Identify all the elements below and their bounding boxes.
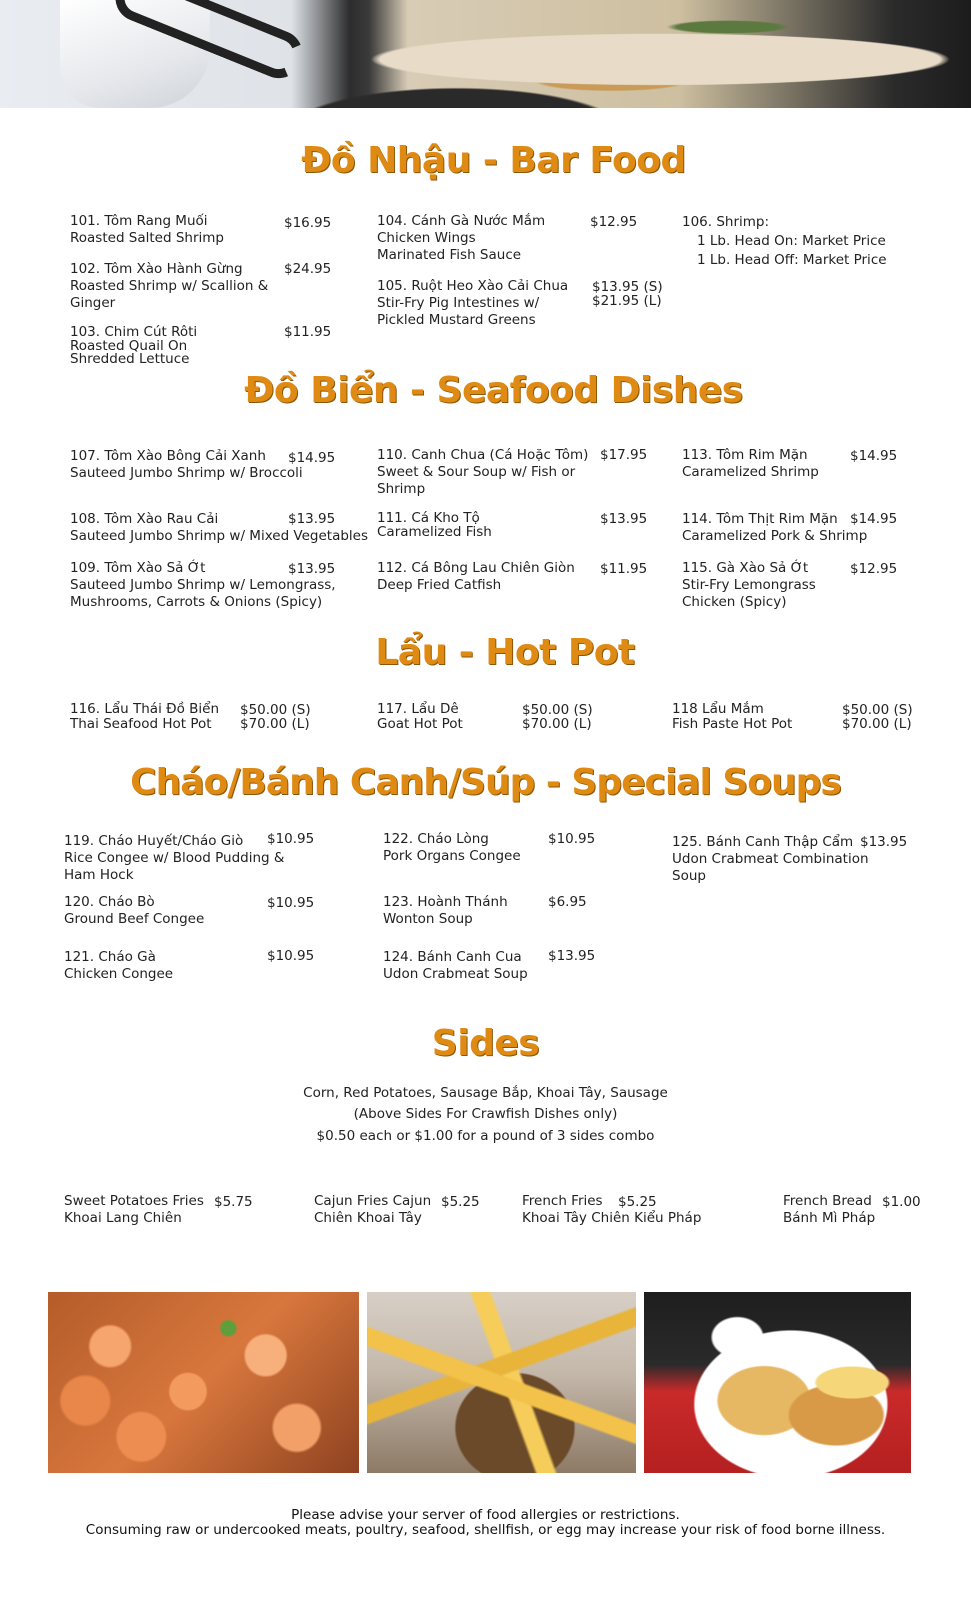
item-description: Wonton Soup xyxy=(383,911,473,927)
menu-item-104 xyxy=(377,213,545,264)
item-price: $11.95 xyxy=(284,324,332,340)
item-name: 121. Cháo Gà xyxy=(64,949,156,965)
fish-and-fries-photo xyxy=(644,1292,911,1473)
item-name: 123. Hoành Thánh xyxy=(383,894,508,910)
section-title-special-soups: Cháo/Bánh Canh/Súp - Special Soups xyxy=(130,762,841,803)
item-name: French Bread xyxy=(783,1193,872,1209)
item-price: $13.95 xyxy=(288,511,336,527)
item-description: Sauteed Jumbo Shrimp w/ Broccoli xyxy=(70,465,303,481)
item-price: $11.95 xyxy=(600,561,648,577)
item-description: Chicken Wings xyxy=(377,230,476,246)
item-name: 118 Lẩu Mắm xyxy=(672,701,764,717)
menu-item-122 xyxy=(383,831,521,865)
item-name: Cajun Fries Cajun xyxy=(314,1193,432,1209)
item-name: 107. Tôm Xào Bông Cải Xanh xyxy=(70,448,266,464)
item-name: 119. Cháo Huyết/Cháo Giò xyxy=(64,833,244,849)
item-price: $10.95 xyxy=(267,948,315,964)
item-price: $10.95 xyxy=(267,831,315,847)
item-price-line: 1 Lb. Head Off: Market Price xyxy=(697,252,887,268)
section-title-hot-pot: Lẩu - Hot Pot xyxy=(375,632,635,673)
item-description: Sauteed Jumbo Shrimp w/ Lemongrass, xyxy=(70,577,336,593)
menu-item-105 xyxy=(377,278,568,329)
menu-item-115 xyxy=(682,560,816,611)
item-description: Goat Hot Pot xyxy=(377,716,463,732)
item-description: Pickled Mustard Greens xyxy=(377,312,536,328)
item-name: 113. Tôm Rim Mặn xyxy=(682,447,808,463)
item-description: Sweet & Sour Soup w/ Fish or xyxy=(377,464,576,480)
item-description: Ground Beef Congee xyxy=(64,911,205,927)
item-description: Khoai Lang Chiên xyxy=(64,1210,182,1226)
item-description: Bánh Mì Pháp xyxy=(783,1210,876,1226)
item-description: Udon Crabmeat Soup xyxy=(383,966,528,982)
item-description: Pork Organs Congee xyxy=(383,848,521,864)
item-name: 103. Chim Cút Rôti xyxy=(70,324,198,340)
item-name: 120. Cháo Bò xyxy=(64,894,155,910)
menu-item-102 xyxy=(70,261,268,312)
item-description: Soup xyxy=(672,868,706,884)
price-large: $70.00 (L) xyxy=(240,716,310,732)
menu-item-107 xyxy=(70,448,303,482)
item-name: 125. Bánh Canh Thập Cẩm xyxy=(672,834,854,850)
item-name: 110. Canh Chua (Cá Hoặc Tôm) xyxy=(377,447,589,463)
item-name: 112. Cá Bông Lau Chiên Giòn xyxy=(377,560,575,576)
item-price: $16.95 xyxy=(284,215,332,231)
section-title-seafood: Đồ Biển - Seafood Dishes xyxy=(244,370,743,411)
item-description: Marinated Fish Sauce xyxy=(377,247,522,263)
menu-item-121 xyxy=(64,949,173,983)
food-safety-disclaimer: Consuming raw or undercooked meats, poultry, seafood, shellfish, or egg may increase your risk of food borne illness. xyxy=(85,1522,886,1538)
item-name: 106. Shrimp: xyxy=(682,214,770,230)
item-price: $1.00 xyxy=(882,1194,921,1210)
price-large: $70.00 (L) xyxy=(522,716,592,732)
item-price: $5.25 xyxy=(441,1194,480,1210)
price-small: $50.00 (S) xyxy=(842,702,913,718)
menu-item-113 xyxy=(682,447,819,481)
price-large: $70.00 (L) xyxy=(842,716,912,732)
item-name: 104. Cánh Gà Nước Mắm xyxy=(377,213,546,229)
item-price-line: 1 Lb. Head On: Market Price xyxy=(697,233,886,249)
side-item-cajun-fries xyxy=(314,1193,431,1227)
item-name: French Fries xyxy=(522,1193,603,1209)
item-description: Caramelized Shrimp xyxy=(682,464,819,480)
item-price: $14.95 xyxy=(288,450,336,466)
item-price: $10.95 xyxy=(267,895,315,911)
menu-item-120 xyxy=(64,894,204,928)
item-description: Sauteed Jumbo Shrimp w/ Mixed Vegetables xyxy=(70,528,369,544)
item-price xyxy=(240,703,311,731)
item-name: 109. Tôm Xào Sả Ớt xyxy=(70,560,206,576)
item-description: Stir-Fry Lemongrass xyxy=(682,577,816,593)
side-item-french-bread xyxy=(783,1193,875,1227)
item-description: Ham Hock xyxy=(64,867,134,883)
item-name: 114. Tôm Thịt Rim Mặn xyxy=(682,511,838,527)
item-description: Caramelized Pork & Shrimp xyxy=(682,528,868,544)
item-name: 101. Tôm Rang Muối xyxy=(70,213,208,229)
item-name: Sweet Potatoes Fries xyxy=(64,1193,204,1209)
price-small: $50.00 (S) xyxy=(522,702,593,718)
item-name: 122. Cháo Lòng xyxy=(383,831,489,847)
menu-item-103 xyxy=(70,326,197,367)
hero-photo-banner xyxy=(0,0,971,108)
item-price: $12.95 xyxy=(850,561,898,577)
sides-pricing: $0.50 each or $1.00 for a pound of 3 sides combo xyxy=(316,1128,655,1144)
item-price: $12.95 xyxy=(590,214,638,230)
item-name: 117. Lẩu Dê xyxy=(377,701,459,717)
item-name: 116. Lẩu Thái Đồ Biển xyxy=(70,701,219,717)
sides-options: Corn, Red Potatoes, Sausage Bắp, Khoai Tây, Sausage xyxy=(303,1085,668,1101)
item-price: $13.95 xyxy=(600,511,648,527)
item-name: 124. Bánh Canh Cua xyxy=(383,949,522,965)
menu-item-125 xyxy=(672,834,869,885)
item-name: 105. Ruột Heo Xào Cải Chua xyxy=(377,278,569,294)
allergy-notice: Please advise your server of food allergies or restrictions. xyxy=(291,1507,680,1523)
item-price: $14.95 xyxy=(850,448,898,464)
item-price: $6.95 xyxy=(548,894,587,910)
item-description: Deep Fried Catfish xyxy=(377,577,502,593)
menu-item-116 xyxy=(70,702,219,732)
item-price: $14.95 xyxy=(850,511,898,527)
item-price xyxy=(522,703,593,731)
item-name: 111. Cá Kho Tộ xyxy=(377,510,480,526)
item-description: Roasted Shrimp w/ Scallion & xyxy=(70,278,269,294)
item-price: $10.95 xyxy=(548,831,596,847)
menu-item-123 xyxy=(383,894,508,928)
item-description: Stir-Fry Pig Intestines w/ xyxy=(377,295,540,311)
item-description: Ginger xyxy=(70,295,116,311)
item-price: $17.95 xyxy=(600,447,648,463)
side-item-sweet-potato-fries xyxy=(64,1193,204,1227)
menu-item-119 xyxy=(64,833,284,884)
item-description: Shredded Lettuce xyxy=(70,351,190,367)
price-large: $21.95 (L) xyxy=(592,293,662,309)
menu-item-106 xyxy=(682,213,887,270)
menu-item-124 xyxy=(383,949,528,983)
fries-basket-photo xyxy=(367,1292,636,1473)
menu-item-117 xyxy=(377,702,463,732)
menu-item-114 xyxy=(682,511,867,545)
menu-item-112 xyxy=(377,560,575,594)
menu-item-110 xyxy=(377,447,588,498)
section-title-sides: Sides xyxy=(431,1023,540,1064)
item-description: Chicken (Spicy) xyxy=(682,594,787,610)
menu-item-101 xyxy=(70,213,224,247)
menu-item-118 xyxy=(672,702,792,732)
item-description: Udon Crabmeat Combination xyxy=(672,851,869,867)
item-description: Mushrooms, Carrots & Onions (Spicy) xyxy=(70,594,323,610)
item-description: Fish Paste Hot Pot xyxy=(672,716,793,732)
shrimp-photo xyxy=(48,1292,359,1473)
item-price: $5.75 xyxy=(214,1194,253,1210)
item-description: Caramelized Fish xyxy=(377,524,492,540)
item-price: $24.95 xyxy=(284,261,332,277)
item-description: Roasted Quail On xyxy=(70,337,188,354)
item-name: 115. Gà Xào Sả Ớt xyxy=(682,560,809,576)
side-item-french-fries xyxy=(522,1193,701,1227)
item-price: $13.95 xyxy=(860,834,908,850)
sides-note: (Above Sides For Crawfish Dishes only) xyxy=(353,1106,618,1122)
item-description: Shrimp xyxy=(377,481,426,497)
item-price xyxy=(842,703,913,731)
item-description: Rice Congee w/ Blood Pudding & xyxy=(64,850,285,866)
item-price: $13.95 xyxy=(288,561,336,577)
item-name: 108. Tôm Xào Rau Cải xyxy=(70,511,219,527)
item-price xyxy=(592,280,663,308)
item-description: Thai Seafood Hot Pot xyxy=(70,716,212,732)
section-title-bar-food: Đồ Nhậu - Bar Food xyxy=(301,140,686,181)
price-small: $50.00 (S) xyxy=(240,702,311,718)
item-description: Chiên Khoai Tây xyxy=(314,1210,422,1226)
item-description: Khoai Tây Chiên Kiểu Pháp xyxy=(522,1210,702,1226)
item-description: Chicken Congee xyxy=(64,966,174,982)
menu-item-111 xyxy=(377,511,492,539)
item-price: $5.25 xyxy=(618,1194,657,1210)
item-description: Roasted Salted Shrimp xyxy=(70,230,224,246)
price-small: $13.95 (S) xyxy=(592,279,663,295)
item-name: 102. Tôm Xào Hành Gừng xyxy=(70,261,243,277)
item-price: $13.95 xyxy=(548,948,596,964)
